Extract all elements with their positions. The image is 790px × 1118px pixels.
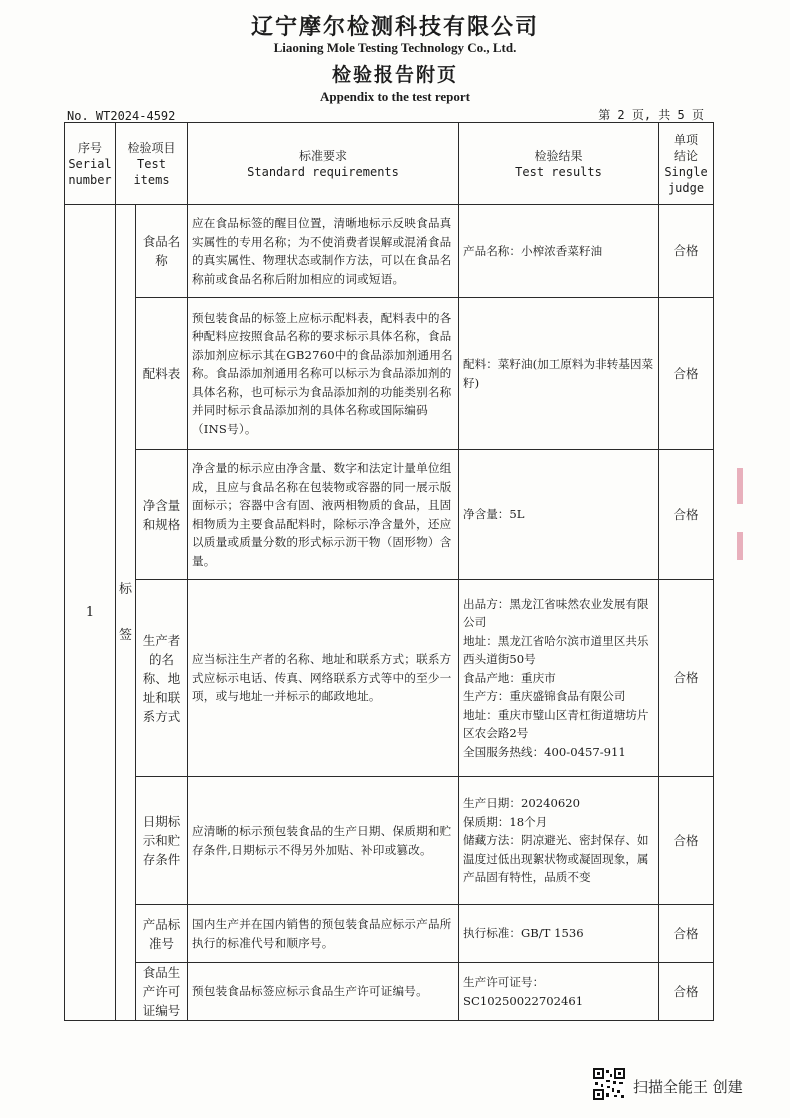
header-standard-requirements: 标准要求 Standard requirements (188, 123, 459, 205)
edge-mark (737, 468, 743, 504)
category-cell: 标 签 (116, 205, 136, 1021)
sub-item-cell: 配料表 (136, 298, 188, 450)
scanner-watermark: 扫描全能王 创建 (633, 1078, 743, 1096)
table-row (65, 298, 714, 450)
header-serial: 序号 Serial number (65, 123, 116, 205)
table-header-row (65, 123, 714, 205)
table-row (65, 580, 714, 777)
result-cell: 配料：菜籽油(加工原料为非转基因菜籽) (459, 298, 659, 450)
header-test-results: 检验结果 Test results (459, 123, 659, 205)
judge-cell: 合格 (659, 905, 714, 963)
requirement-cell: 应在食品标签的醒目位置，清晰地标示反映食品真实属性的专用名称；为不使消费者误解或混淆食品的真实属性、物理状态或制作方法，可以在食品名称前或食品名称后附加相应的词或短语。 (188, 205, 459, 298)
judge-cell: 合格 (659, 205, 714, 298)
sub-item-cell: 净含量和规格 (136, 450, 188, 580)
inspection-table (64, 122, 714, 1021)
edge-mark (737, 532, 743, 560)
requirement-cell: 净含量的标示应由净含量、数字和法定计量单位组成，且应与食品名称在包装物或容器的同一展示版面标示；容器中含有固、液两相物质的食品，且固相物质为主要食品配料时，除标示净含量外，还应以质量或质量分数的形式标示沥干物（固形物）含量。 (188, 450, 459, 580)
result-cell: 产品名称：小榨浓香菜籽油 (459, 205, 659, 298)
judge-cell: 合格 (659, 580, 714, 777)
header-single-judge: 单项 结论 Single judge (659, 123, 714, 205)
result-cell: 生产日期：20240620 保质期：18个月 储藏方法：阴凉避光、密封保存、如温度过低出现絮状物或凝固现象，属产品固有特性，品质不变 (459, 777, 659, 905)
sub-item-cell: 日期标示和贮存条件 (136, 777, 188, 905)
table-row (65, 777, 714, 905)
requirement-cell: 应清晰的标示预包装食品的生产日期、保质期和贮存条件,日期标示不得另外加贴、补印或篡改。 (188, 777, 459, 905)
sub-item-cell: 食品生产许可证编号 (136, 963, 188, 1021)
requirement-cell: 国内生产并在国内销售的预包装食品应标示产品所执行的标准代号和顺序号。 (188, 905, 459, 963)
judge-cell: 合格 (659, 450, 714, 580)
company-name-cn: 辽宁摩尔检测科技有限公司 (250, 15, 539, 40)
result-cell: 出品方：黑龙江省味然农业发展有限公司 地址：黑龙江省哈尔滨市道里区共乐西头道街50号 食品产地：重庆市 生产方：重庆盛锦食品有限公司 地址：重庆市璧山区青杠街道塘坊片区农会路2号 全国服务热线：400-0457-911 (459, 580, 659, 777)
page-info: 第 2 页, 共 5 页 (598, 108, 704, 122)
requirement-cell: 应当标注生产者的名称、地址和联系方式；联系方式应标示电话、传真、网络联系方式等中的至少一项，或与地址一并标示的邮政地址。 (188, 580, 459, 777)
report-number: No. WT2024-4592 (67, 109, 176, 123)
table-row (65, 205, 714, 298)
result-cell: 生产许可证号： SC10250022702461 (459, 963, 659, 1021)
judge-cell: 合格 (659, 963, 714, 1021)
result-cell: 净含量：5L (459, 450, 659, 580)
header-test-items: 检验项目 Test items (116, 123, 188, 205)
sub-item-cell: 产品标准号 (136, 905, 188, 963)
document-title-en: Appendix to the test report (320, 89, 470, 104)
document-title-cn: 检验报告附页 (331, 64, 458, 86)
qr-code-icon (593, 1068, 625, 1100)
table-row (65, 450, 714, 580)
table-row (65, 905, 714, 963)
sub-item-cell: 生产者的名称、地址和联系方式 (136, 580, 188, 777)
judge-cell: 合格 (659, 298, 714, 450)
result-cell: 执行标准：GB/T 1536 (459, 905, 659, 963)
table-row (65, 963, 714, 1021)
judge-cell: 合格 (659, 777, 714, 905)
requirement-cell: 预包装食品标签应标示食品生产许可证编号。 (188, 963, 459, 1021)
company-name-en: Liaoning Mole Testing Technology Co., Ltd. (273, 40, 517, 55)
sub-item-cell: 食品名称 (136, 205, 188, 298)
requirement-cell: 预包装食品的标签上应标示配料表，配料表中的各种配料应按照食品名称的要求标示具体名称，食品添加剂应标示其在GB2760中的食品添加剂通用名称。食品添加剂通用名称可以标示为食品添加剂的具体名称，也可标示为食品添加剂的功能类别名称并同时标示食品添加剂的具体名称或国际编码（INS号）。 (188, 298, 459, 450)
serial-number-cell: 1 (65, 205, 116, 1021)
